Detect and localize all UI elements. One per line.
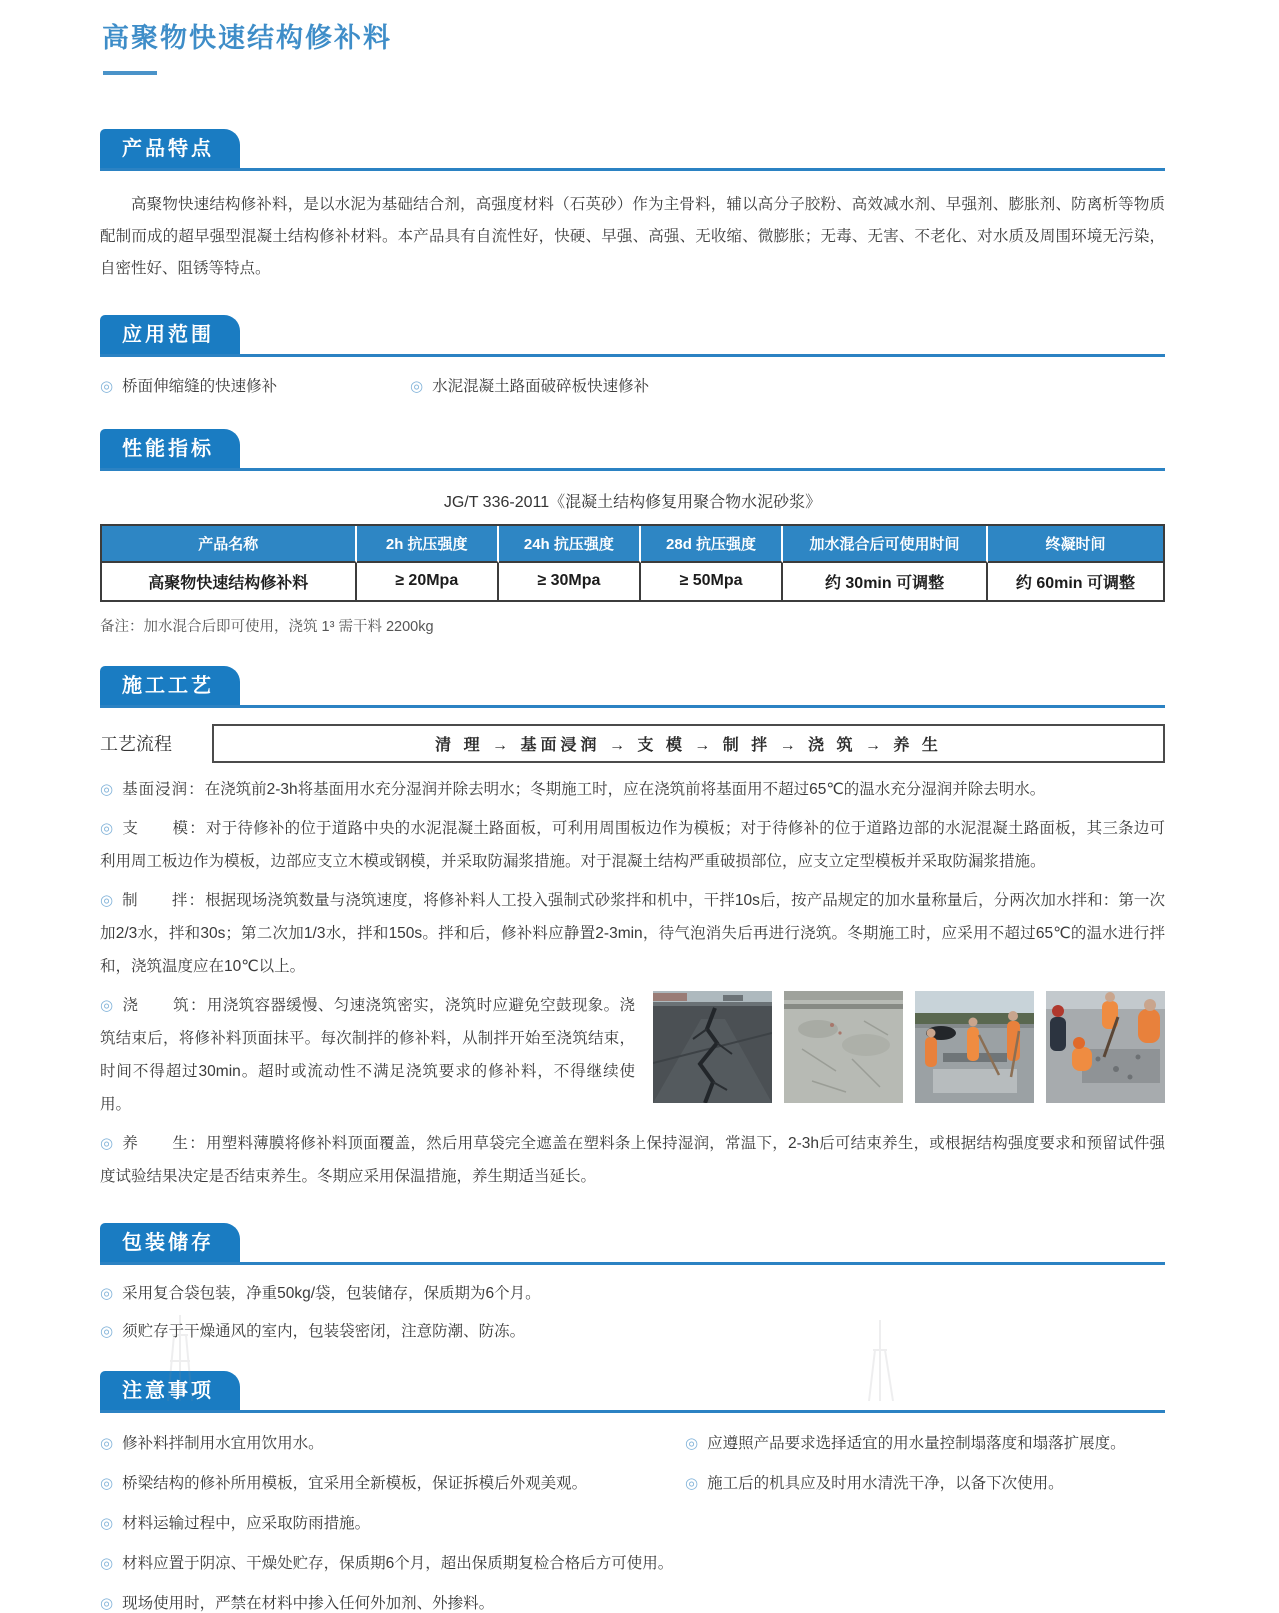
precaution-text: 修补料拌制用水宜用饮用水。 <box>122 1434 324 1452</box>
precaution-item <box>100 1551 1165 1573</box>
ring-bullet-icon: ◎ <box>100 819 114 837</box>
precaution-text: 现场使用时，严禁在材料中掺入任何外加剂、外掺料。 <box>122 1594 495 1612</box>
step-formwork <box>100 812 1165 878</box>
packaging-item-text: 采用复合袋包装，净重50kg/袋，包装储存，保质期为6个月。 <box>122 1284 541 1302</box>
section-header-rule <box>100 1371 1165 1413</box>
table-cell: 约 60min 可调整 <box>988 563 1163 600</box>
section-header-rule <box>100 129 1165 171</box>
performance-table <box>100 524 1165 602</box>
construction-steps <box>100 773 1165 1193</box>
table-footnote: 备注：加水混合后即可使用，浇筑 1³ 需干料 2200kg <box>100 618 434 635</box>
table-cell: 高聚物快速结构修补料 <box>102 563 357 600</box>
ring-bullet-icon: ◎ <box>100 1134 114 1152</box>
process-flow-label: 工艺流程 <box>100 734 172 754</box>
section-header-rule <box>100 429 1165 471</box>
step-mixing <box>100 884 1165 983</box>
section-header-rule <box>100 1223 1165 1265</box>
step-curing <box>100 1127 1165 1193</box>
ring-bullet-icon: ◎ <box>685 1434 699 1452</box>
step-term: 基面浸润： <box>122 780 205 798</box>
section-precautions <box>100 1371 1165 1613</box>
ring-bullet-icon: ◎ <box>100 1322 114 1340</box>
step-text: 对于待修补的位于道路中央的水泥混凝土路面板，可利用周围板边作为模板；对于待修补的位于道路边部的水泥混凝土路面板，其三条边可利用周工板边作为模板，边部应支立木模或钢模，并采取防漏浆措施。对于混凝土结构严重破损部位，应支立定型模板并采取防漏浆措施。 <box>100 819 1165 870</box>
ring-bullet-icon: ◎ <box>410 378 424 395</box>
road-repair-workers-photo <box>915 991 1034 1103</box>
packaging-item-text: 须贮存于干燥通风的室内，包装袋密闭，注意防潮、防冻。 <box>122 1322 526 1340</box>
step-text: 用浇筑容器缓慢、匀速浇筑密实，浇筑时应避免空鼓现象。浇筑结束后，将修补料顶面抹平。每次制拌的修补料，从制拌开始至浇筑结束，时间不得超过30min。超时或流动性不满足浇筑要求的修补料，不得继续使用。 <box>100 996 635 1113</box>
section-product-features <box>100 129 1165 285</box>
precaution-item <box>100 1431 685 1453</box>
section-heading-badge: 应用范围 <box>100 315 240 354</box>
precaution-item <box>685 1431 1165 1453</box>
precaution-text: 材料应置于阴凉、干燥处贮存，保质期6个月，超出保质期复检合格后方可使用。 <box>122 1554 674 1572</box>
application-item <box>410 375 649 399</box>
step-text: 用塑料薄膜将修补料顶面覆盖，然后用草袋完全遮盖在塑料条上保持湿润，常温下，2-3h后可结束养生，或根据结构强度要求和预留试件强度试验结果决定是否结束养生。冬期应采用保温措施，养生期适当延长。 <box>100 1134 1165 1185</box>
column-header: 终凝时间 <box>988 526 1163 563</box>
ring-bullet-icon: ◎ <box>100 891 114 909</box>
construction-photos-strip <box>653 991 1165 1103</box>
step-term: 浇 筑： <box>122 996 207 1014</box>
precaution-item <box>100 1511 1165 1533</box>
precaution-item <box>685 1471 1165 1493</box>
ring-bullet-icon: ◎ <box>685 1474 699 1492</box>
application-item-label: 桥面伸缩缝的快速修补 <box>122 378 278 395</box>
section-heading-badge: 性能指标 <box>100 429 240 468</box>
precaution-item <box>100 1591 1165 1613</box>
precaution-text: 施工后的机具应及时用水清洗干净，以备下次使用。 <box>707 1474 1064 1492</box>
ring-bullet-icon: ◎ <box>100 1474 114 1492</box>
table-cell: ≥ 30Mpa <box>499 563 641 600</box>
section-packaging-storage <box>100 1223 1165 1341</box>
precaution-text: 材料运输过程中，应采取防雨措施。 <box>122 1514 371 1532</box>
precautions-grid <box>100 1431 1165 1613</box>
section-header-rule <box>100 666 1165 708</box>
section-heading-badge: 产品特点 <box>100 129 240 168</box>
ring-bullet-icon: ◎ <box>100 996 114 1014</box>
ring-bullet-icon: ◎ <box>100 780 114 798</box>
precaution-text: 应遵照产品要求选择适宜的用水量控制塌落度和塌落扩展度。 <box>707 1434 1126 1452</box>
title-underline-dash <box>103 71 157 75</box>
cracked-pavement-photo <box>653 991 772 1103</box>
table-cell: ≥ 20Mpa <box>357 563 499 600</box>
table-cell: 约 30min 可调整 <box>783 563 988 600</box>
section-performance <box>100 429 1165 636</box>
section-heading-badge: 施工工艺 <box>100 666 240 705</box>
column-header: 28d 抗压强度 <box>641 526 783 563</box>
ring-bullet-icon: ◎ <box>100 1554 114 1572</box>
precaution-text: 桥梁结构的修补所用模板，宜采用全新模板，保证拆模后外观美观。 <box>122 1474 588 1492</box>
section-application-scope <box>100 315 1165 399</box>
column-header: 加水混合后可使用时间 <box>783 526 988 563</box>
concrete-repair-closeup-photo <box>1046 991 1165 1103</box>
packaging-item <box>100 1281 1165 1303</box>
standard-reference: JG/T 336-2011《混凝土结构修复用聚合物水泥砂浆》 <box>443 493 822 511</box>
step-term: 制 拌： <box>122 891 206 909</box>
application-item-label: 水泥混凝土路面破碎板快速修补 <box>432 378 650 395</box>
section-header-rule <box>100 315 1165 357</box>
section-construction-process <box>100 666 1165 1193</box>
step-text: 在浇筑前2-3h将基面用水充分湿润并除去明水；冬期施工时，应在浇筑前将基面用不超过65℃的温水充分湿润并除去明水。 <box>204 780 1046 798</box>
packaging-item <box>100 1319 1165 1341</box>
process-flow-box: 清 理 → 基面浸润 → 支 模 → 制 拌 → 浇 筑 → 养 生 <box>212 724 1165 763</box>
application-item <box>100 375 410 399</box>
ring-bullet-icon: ◎ <box>100 1434 114 1452</box>
features-paragraph: 高聚物快速结构修补料，是以水泥为基础结合剂，高强度材料（石英砂）作为主骨料，辅以高分子胶粉、高效减水剂、早强剂、膨胀剂、防离析等物质配制而成的超早强型混凝土结构修补材料。本产品具有自流性好，快硬、早强、高强、无收缩、微膨胀；无毒、无害、不老化、对水质及周围环境无污染，自密性好、阻锈等特点。 <box>100 196 1165 277</box>
process-flow-row <box>100 724 1165 763</box>
column-header: 24h 抗压强度 <box>499 526 641 563</box>
table-cell: ≥ 50Mpa <box>641 563 783 600</box>
column-header: 2h 抗压强度 <box>357 526 499 563</box>
ring-bullet-icon: ◎ <box>100 1284 114 1302</box>
damaged-concrete-slab-photo <box>784 991 903 1103</box>
table-header-row <box>102 526 1163 563</box>
page-title: 高聚物快速结构修补料 <box>102 23 392 53</box>
application-items-row <box>100 375 1165 399</box>
step-term: 养 生： <box>122 1134 206 1152</box>
ring-bullet-icon: ◎ <box>100 1594 114 1612</box>
column-header: 产品名称 <box>102 526 357 563</box>
precaution-item <box>100 1471 685 1493</box>
step-term: 支 模： <box>122 819 206 837</box>
table-row <box>102 563 1163 600</box>
section-heading-badge: 注意事项 <box>100 1371 240 1410</box>
ring-bullet-icon: ◎ <box>100 1514 114 1532</box>
ring-bullet-icon: ◎ <box>100 378 114 395</box>
step-text: 根据现场浇筑数量与浇筑速度，将修补料人工投入强制式砂浆拌和机中，干拌10s后，按产品规定的加水量称量后，分两次加水拌和：第一次加2/3水，拌和30s；第二次加1/3水，拌和150s。拌和后，修补料应静置2-3min，待气泡消失后再进行浇筑。冬期施工时，应采用不超过65℃的温水进行拌和，浇筑温度应在10℃以上。 <box>100 891 1165 975</box>
section-heading-badge: 包装储存 <box>100 1223 240 1262</box>
step-base-wetting <box>100 773 1165 806</box>
